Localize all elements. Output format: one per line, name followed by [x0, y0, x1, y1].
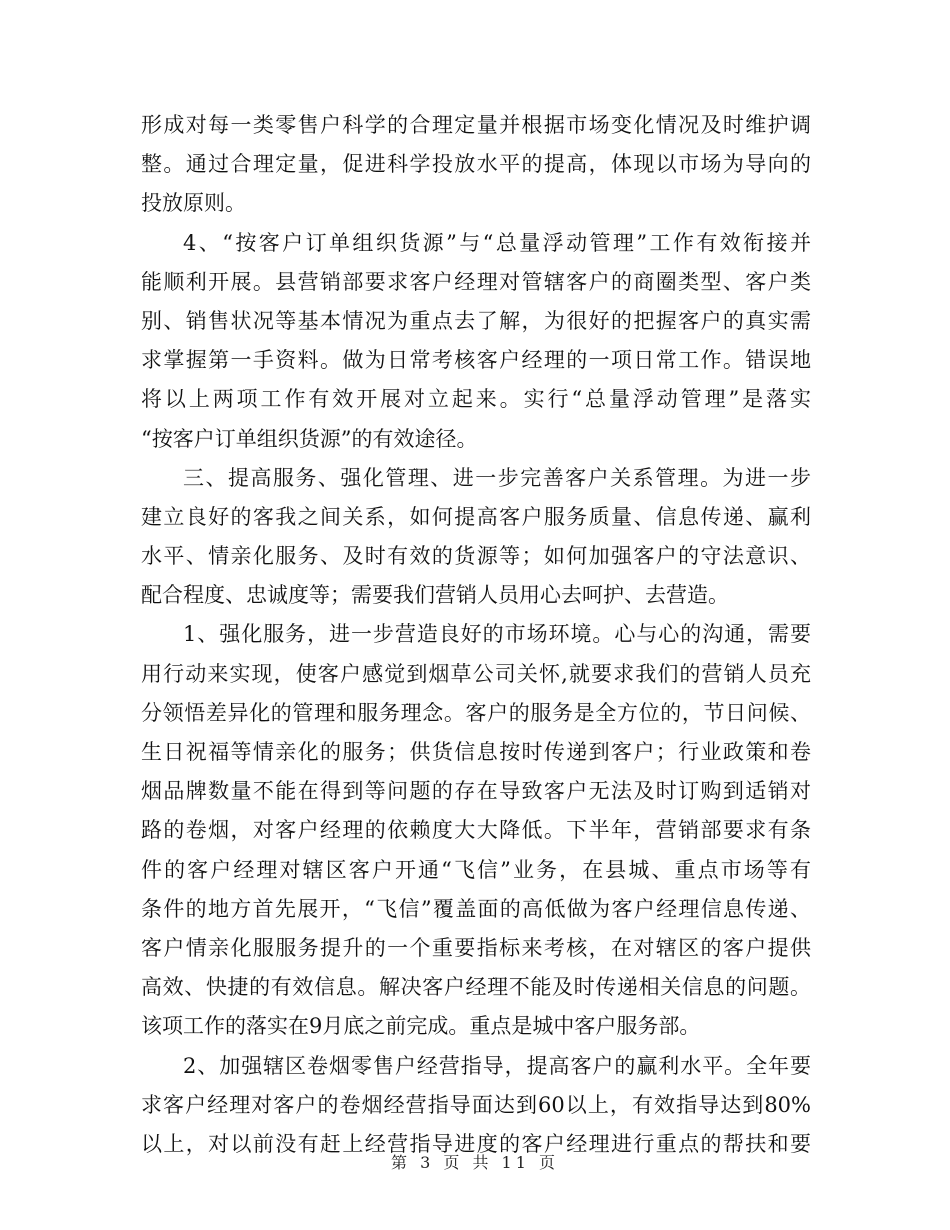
text-line: 生日祝福等情亲化的服务；供货信息按时传递到客户；行业政策和卷 — [141, 740, 811, 764]
text-line: 条件的地方首先展开，“飞信”覆盖面的高低做为客户经理信息传递、 — [141, 896, 811, 921]
text-line: 求客户经理对客户的卷烟经营指导面达到60以上，有效指导达到80% — [141, 1092, 811, 1117]
text-line: 用行动来实现，使客户感觉到烟草公司关怀,就要求我们的营销人员充 — [141, 661, 811, 686]
text-line: 路的卷烟，对客户经理的依赖度大大降低。下半年，营销部要求有条 — [141, 818, 811, 843]
page-number-footer: 第 3 页 共 11 页 — [391, 1153, 559, 1172]
text-line: 烟品牌数量不能在得到等问题的存在导致客户无法及时订购到适销对 — [141, 779, 811, 804]
text-line: 建立良好的客我之间关系，如何提高客户服务质量、信息传递、赢利 — [141, 504, 811, 529]
text-line: 三、提高服务、强化管理、进一步完善客户关系管理。为进一步 — [183, 465, 811, 490]
text-line: 配合程度、忠诚度等；需要我们营销人员用心去呵护、去营造。 — [141, 583, 729, 608]
text-line: 求掌握第一手资料。做为日常考核客户经理的一项日常工作。错误地 — [141, 348, 811, 373]
document-body — [141, 106, 811, 1164]
text-line: 以上，对以前没有赶上经营指导进度的客户经理进行重点的帮扶和要 — [141, 1131, 811, 1156]
text-line: 形成对每一类零售户科学的合理定量并根据市场变化情况及时维护调 — [141, 113, 811, 137]
text-line: 别、销售状况等基本情况为重点去了解，为很好的把握客户的真实需 — [141, 308, 811, 333]
text-line: 投放原则。 — [141, 191, 246, 216]
text-line: 4、“按客户订单组织货源”与“总量浮动管理”工作有效衔接并 — [183, 230, 811, 255]
text-line: 整。通过合理定量，促进科学投放水平的提高，体现以市场为导向的 — [141, 152, 811, 177]
text-line: 能顺利开展。县营销部要求客户经理对管辖客户的商圈类型、客户类 — [141, 269, 811, 294]
text-line: 分领悟差异化的管理和服务理念。客户的服务是全方位的，节日问候、 — [141, 700, 811, 725]
text-line: 件的客户经理对辖区客户开通“飞信”业务，在县城、重点市场等有 — [141, 857, 811, 882]
text-line: 客户情亲化服服务提升的一个重要指标来考核，在对辖区的客户提供 — [141, 935, 811, 960]
text-line: 1、强化服务，进一步营造良好的市场环境。心与心的沟通，需要 — [183, 622, 811, 647]
text-line: “按客户订单组织货源”的有效途径。 — [141, 426, 478, 451]
text-line: 将以上两项工作有效开展对立起来。实行“总量浮动管理”是落实 — [141, 387, 811, 412]
text-line: 该项工作的落实在9月底之前完成。重点是城中客户服务部。 — [141, 1014, 701, 1039]
text-line: 2、加强辖区卷烟零售户经营指导，提高客户的赢利水平。全年要 — [183, 1053, 811, 1078]
text-line: 水平、情亲化服务、及时有效的货源等；如何加强客户的守法意识、 — [141, 544, 811, 569]
text-line: 高效、快捷的有效信息。解决客户经理不能及时传递相关信息的问题。 — [141, 975, 811, 1000]
